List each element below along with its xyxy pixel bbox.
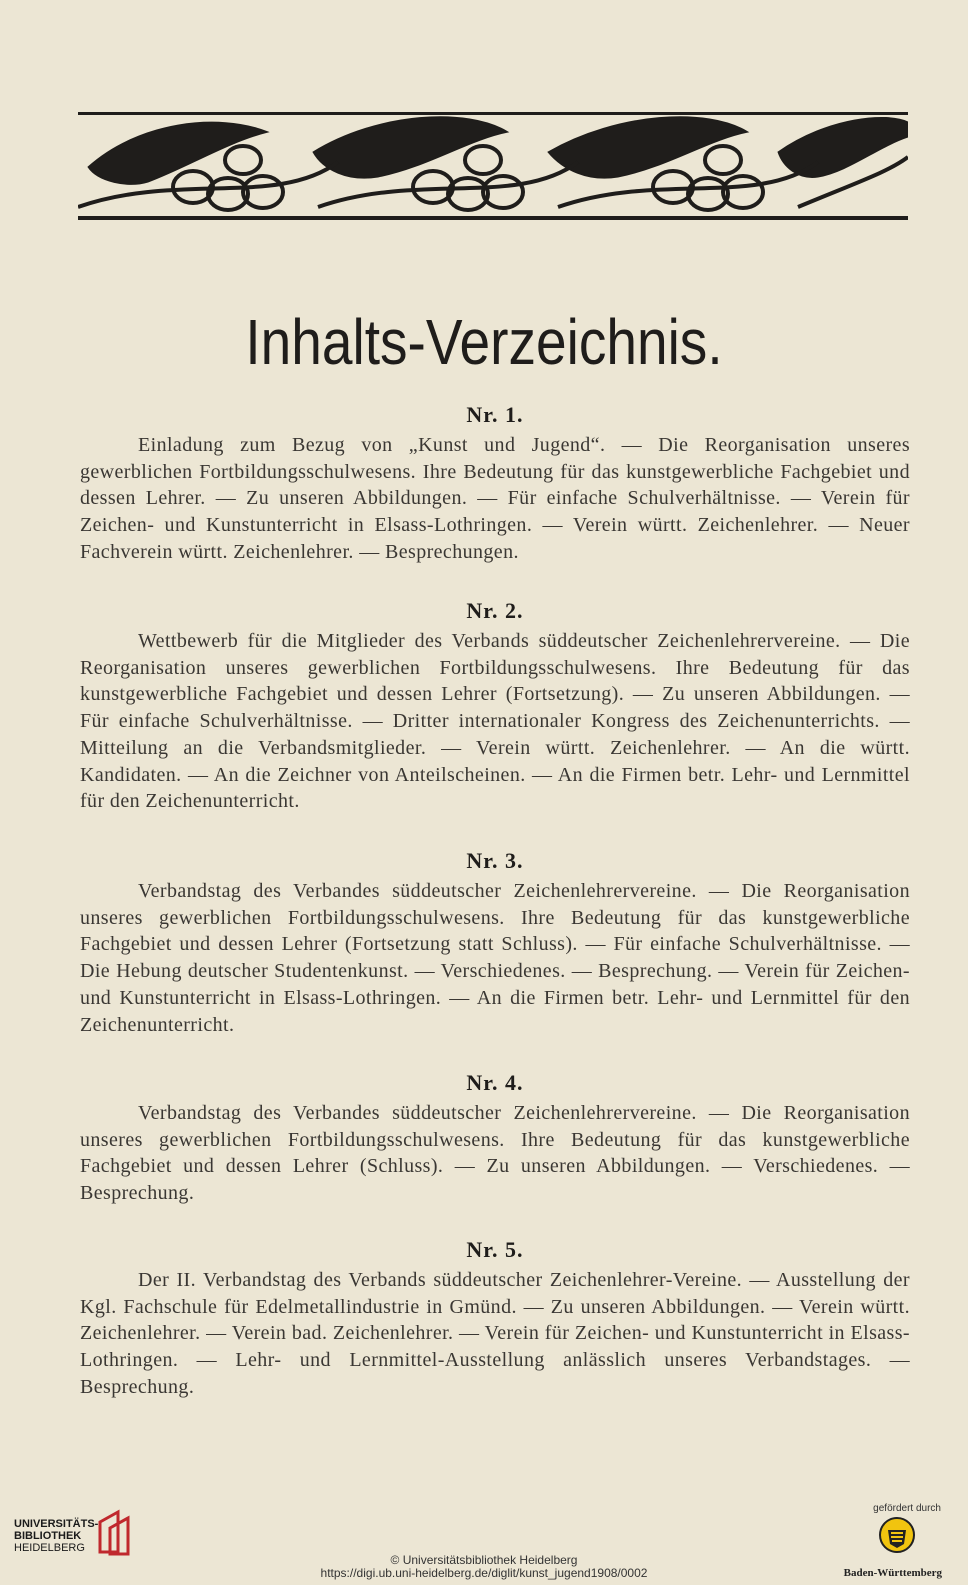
- issue-entry-1: [80, 402, 910, 566]
- issue-entry-3: [80, 848, 910, 1038]
- issue-contents: Wettbewerb für die Mitglieder des Verbands süddeutscher Zeichenlehrervereine. — Die Reorganisation unseres gewerblichen Fortbildungsschulwesens. Ihre Bedeutung für das kunstgewerbliche Fachgebiet und dessen Lehrer (Fortsetzung). — Zu unseren Abbildungen. — Für einfache Schulverhältnisse. — Dritter internationaler Kongress des Zeichenunterrichts. — Mitteilung an die Verbandsmitglieder. — Verein württ. Zeichenlehrer. — An die württ. Kandidaten. — An die Zeichner von Anteilscheinen. — An die Firmen betr. Lehr- und Lernmittel für den Zeichenunterricht.: [80, 630, 910, 813]
- issue-entry-2: [80, 598, 910, 815]
- library-logo-text: [14, 1518, 98, 1554]
- copyright-notice: © Universitätsbibliothek Heidelberg: [390, 1553, 578, 1567]
- issue-entry-5: [80, 1237, 910, 1401]
- issue-contents: Verbandstag des Verbandes süddeutscher Zeichenlehrervereine. — Die Reorganisation unseres gewerblichen Fortbildungsschulwesens. Ihre Bedeutung für das kunstgewerbliche Fachgebiet und dessen Lehrer (Fortsetzung statt Schluss). — Für einfache Schulverhältnisse. — Die Hebung deutscher Studentenkunst. — Verschiedenes. — Besprechung. — Verein für Zeichen- und Kunstunterricht in Elsass-Lothringen. — An die Firmen betr. Lehr- und Lernmittel für den Zeichenunterricht.: [80, 880, 910, 1036]
- library-name-line3: HEIDELBERG: [14, 1542, 85, 1554]
- issue-number: Nr. 1.: [466, 402, 524, 427]
- permalink[interactable]: https://digi.ub.uni-heidelberg.de/diglit/kunst_jugend1908/0002: [320, 1566, 648, 1580]
- issue-number: Nr. 3.: [466, 848, 524, 873]
- issue-entry-4: [80, 1070, 910, 1207]
- issue-contents: Verbandstag des Verbandes süddeutscher Zeichenlehrervereine. — Die Reorganisation unseres gewerblichen Fortbildungsschulwesens. Ihre Bedeutung für das kunstgewerbliche Fachgebiet und dessen Lehrer (Schluss). — Zu unseren Abbildungen. — Verschiedenes. — Besprechung.: [80, 1102, 910, 1205]
- decorative-header-ornament: [78, 112, 908, 224]
- funding-label: gefördert durch: [873, 1503, 941, 1514]
- page-title: Inhalts-Verzeichnis.: [245, 306, 723, 378]
- issue-number: Nr. 4.: [466, 1070, 524, 1095]
- issue-number: Nr. 2.: [466, 598, 524, 623]
- issue-number: Nr. 5.: [466, 1237, 524, 1262]
- state-seal-icon: [878, 1516, 916, 1554]
- issue-contents: Der II. Verbandstag des Verbands süddeutscher Zeichenlehrer-Vereine. — Ausstellung der Kgl. Fachschule für Edelmetallindustrie in Gmünd. — Zu unseren Abbildungen. — Verein württ. Zeichenlehrer. — Verein bad. Zeichenlehrer. — Verein für Zeichen- und Kunstunterricht in Elsass-Lothringen. — Lehr- und Lernmittel-Ausstellung anlässlich unseres Verbandstages. — Besprechung.: [80, 1269, 910, 1398]
- library-logo-icon: [96, 1508, 132, 1556]
- funder-name: Baden-Württemberg: [843, 1567, 942, 1579]
- issue-contents: Einladung zum Bezug von „Kunst und Jugend“. — Die Reorganisation unseres gewerblichen Fortbildungsschulwesens. Ihre Bedeutung für das kunstgewerbliche Fachgebiet und dessen Lehrer. — Zu unseren Abbildungen. — Für einfache Schulverhältnisse. — Verein für Zeichen- und Kunstunterricht in Elsass-Lothringen. — Verein württ. Zeichenlehrer. — Neuer Fachverein württ. Zeichenlehrer. — Besprechungen.: [80, 434, 910, 563]
- library-name-line1: UNIVERSITÄTS-: [14, 1518, 99, 1530]
- library-name-line2: BIBLIOTHEK: [14, 1530, 82, 1542]
